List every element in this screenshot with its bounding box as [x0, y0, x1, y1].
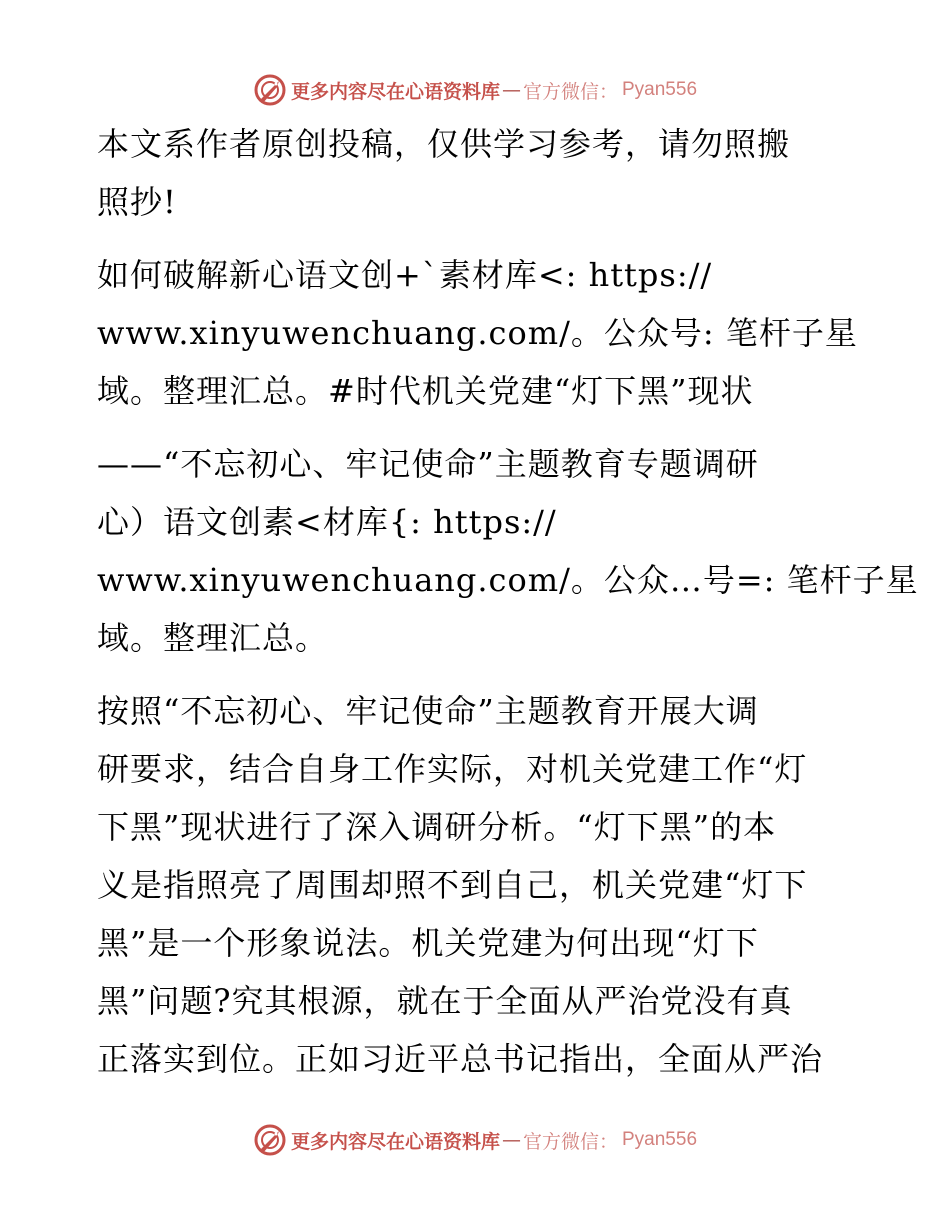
pen-nib-logo-icon	[253, 73, 287, 107]
paragraph-subtitle	[97, 435, 919, 667]
text-line: 本文系作者原创投稿，仅供学习参考，请勿照搬	[97, 125, 791, 163]
text-line: 如何破解新心语文创+`素材库<: https://	[97, 256, 713, 294]
text-line: 域。整理汇总。#时代机关党建“灯下黑”现状	[97, 372, 754, 410]
watermark-main-text: 更多内容尽在心语资料库	[290, 1130, 500, 1153]
text-line: 域。整理汇总。	[97, 619, 329, 657]
document-body	[97, 115, 919, 1088]
watermark-official-label: 官方微信：	[522, 80, 618, 103]
text-line: 黑”是一个形象说法。机关党建为何出现“灯下	[97, 924, 759, 962]
watermark-main-text: 更多内容尽在心语资料库	[290, 80, 500, 103]
text-line: 下黑”现状进行了深入调研分析。“灯下黑”的本	[97, 808, 777, 846]
watermark-wechat-id: Pyan556	[622, 79, 698, 100]
text-line: ——“不忘初心、牢记使命”主题教育专题调研	[97, 445, 759, 483]
text-line: 正落实到位。正如习近平总书记指出，全面从严治	[97, 1040, 824, 1078]
text-line: 黑”问题?究其根源，就在于全面从严治党没有真	[97, 982, 793, 1020]
paragraph-notice	[97, 115, 857, 231]
pen-nib-logo-icon	[253, 1123, 287, 1157]
watermark-wechat-id: Pyan556	[622, 1129, 698, 1150]
text-line: www.xinyuwenchuang.com/。公众…号=: 笔杆子星	[97, 561, 919, 599]
text-line: 研要求，结合自身工作实际，对机关党建工作“灯	[97, 750, 808, 788]
paragraph-body	[97, 682, 857, 1088]
header-watermark	[0, 70, 950, 110]
text-line: www.xinyuwenchuang.com/。公众号: 笔杆子星	[97, 314, 858, 352]
watermark-dash: —	[501, 1129, 521, 1151]
text-line: 义是指照亮了周围却照不到自己，机关党建“灯下	[97, 866, 808, 904]
text-line: 按照“不忘初心、牢记使命”主题教育开展大调	[97, 692, 759, 730]
text-line: 心）语文创素<材库{: https://	[97, 503, 557, 541]
footer-watermark	[0, 1120, 950, 1160]
watermark-official-label: 官方微信：	[522, 1130, 618, 1153]
paragraph-source-title	[97, 246, 857, 420]
text-line: 照抄!	[97, 183, 177, 221]
watermark-dash: —	[501, 79, 521, 101]
